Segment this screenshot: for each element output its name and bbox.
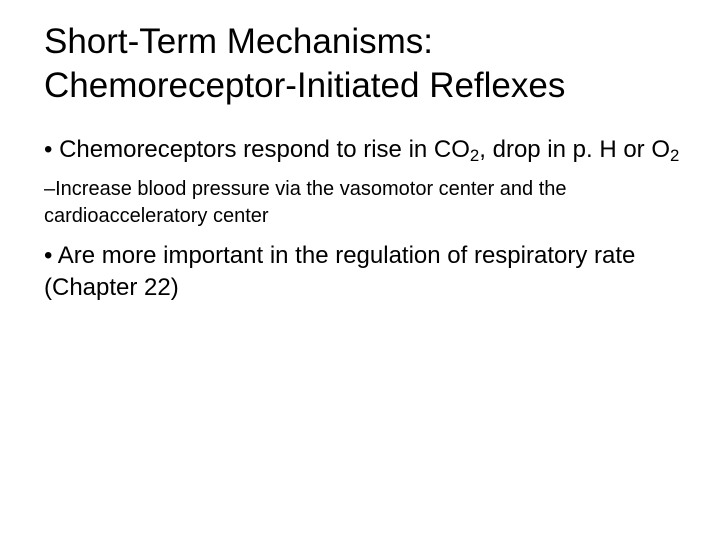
bullet-chemoreceptors (44, 134, 694, 166)
subscript-2: 2 (469, 146, 480, 166)
bullet-text-part-2: , drop in p. H or O (479, 136, 671, 163)
subbullet-blood-pressure (44, 176, 694, 230)
bullet-text-part-1: Chemoreceptors respond to rise in CO (52, 136, 470, 163)
bullet-respiratory-rate (44, 240, 694, 304)
bullet-text: Are more important in the regulation of respiratory rate (Chapter 22) (44, 242, 636, 301)
subbullet-text: Increase blood pressure via the vasomotor center and the cardioacceleratory center (44, 178, 567, 227)
slide-title-line-2: Chemoreceptor-Initiated Reflexes (44, 66, 566, 105)
subbullet-marker: – (44, 178, 56, 200)
slide-body (44, 134, 694, 314)
subscript-2: 2 (670, 146, 680, 166)
slide-title (44, 20, 694, 108)
bullet-marker: • (44, 242, 53, 269)
bullet-marker: • (44, 136, 53, 163)
slide-title-line-1: Short-Term Mechanisms: (44, 22, 433, 61)
